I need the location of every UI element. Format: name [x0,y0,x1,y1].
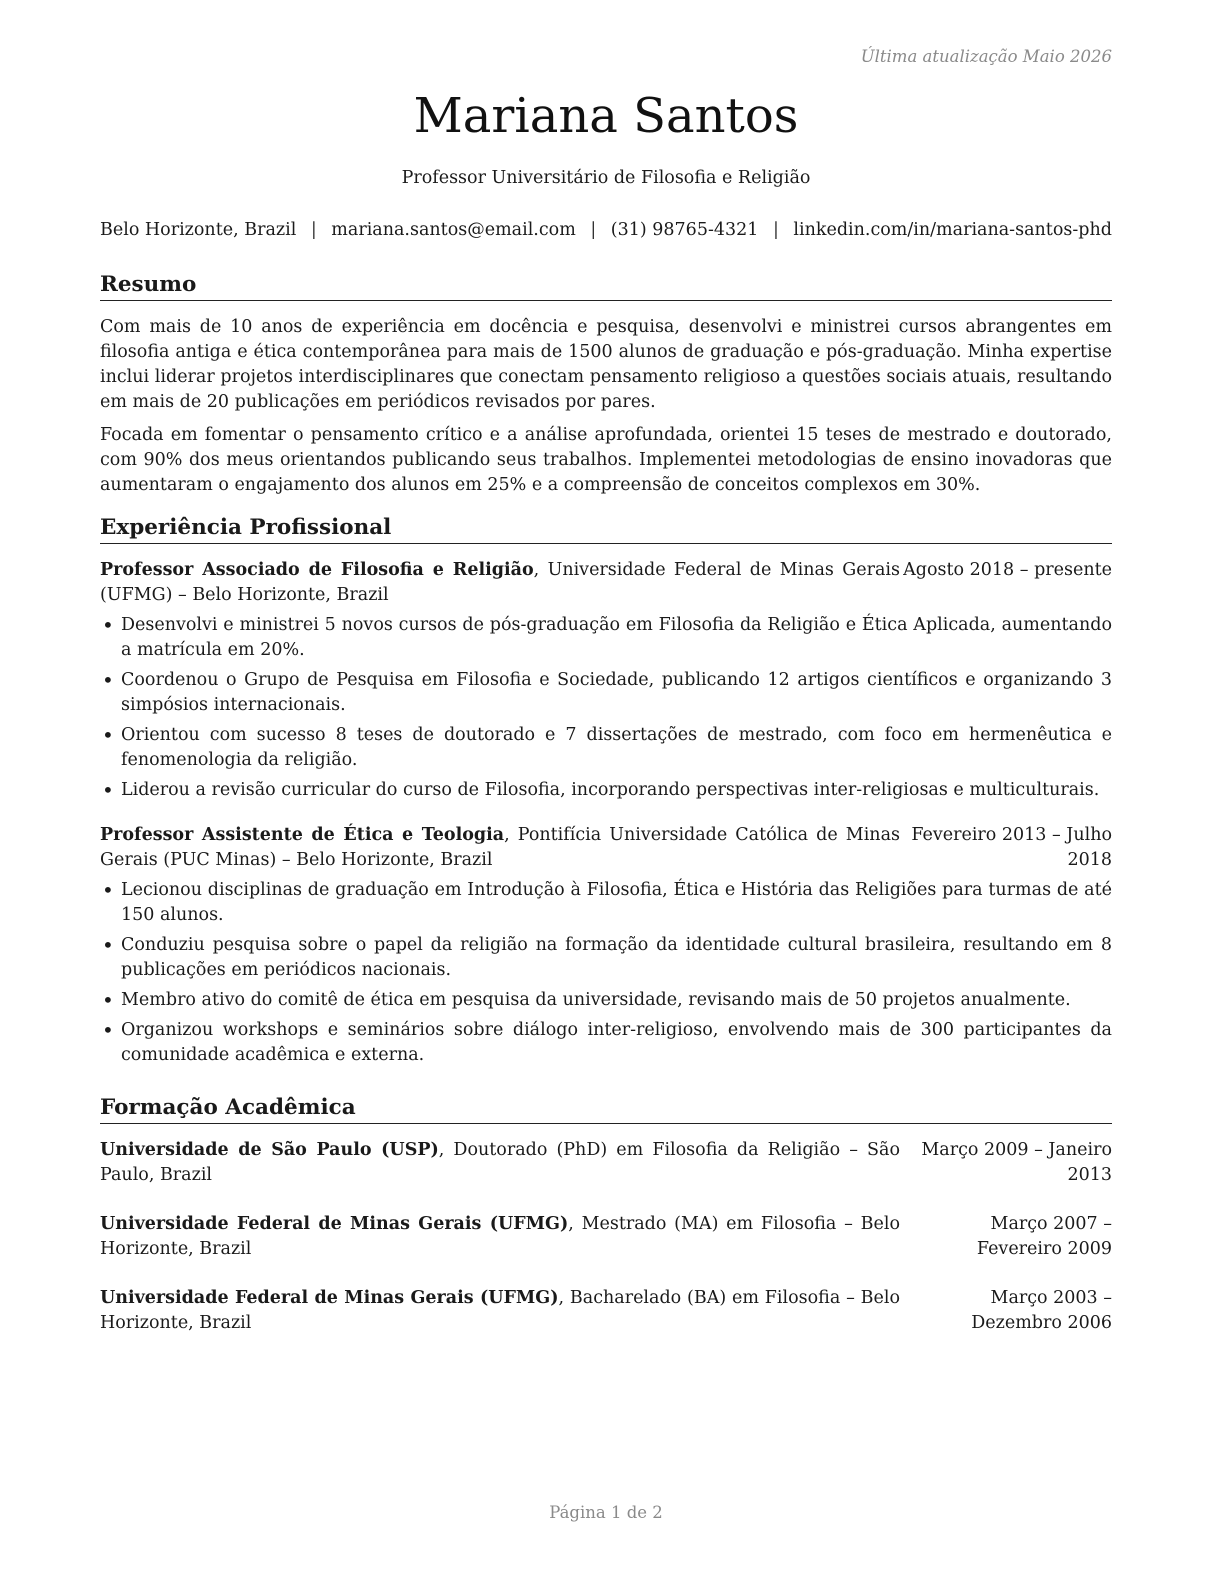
list-item: • Conduziu pesquisa sobre o papel da religião na formação da identidade cultural brasileira, resultando em 8 publicações em periódicos nacionais. [100,933,1112,983]
education-entry [100,1138,1112,1188]
job-entry [100,823,1112,1068]
page-number: Página 1 de 2 [549,1503,663,1522]
education-entry [100,1286,1112,1336]
job-header [100,558,1112,608]
job-dates: Agosto 2018 – presente [903,560,1112,580]
job-bullets [100,878,1112,1068]
contact-separator: | [310,220,317,240]
list-item: • Organizou workshops e seminários sobre diálogo inter-religioso, envolvendo mais de 300 participantes da comunidade acadêmica e externa. [100,1018,1112,1068]
education-school: Universidade Federal de Minas Gerais (UFMG) [100,1288,559,1308]
education-title-line [100,1286,900,1336]
education-dates: Março 2007 – Fevereiro 2009 [976,1214,1112,1259]
candidate-subtitle: Professor Universitário de Filosofia e Religião [401,168,811,188]
education-title-line [100,1212,900,1262]
section-title-experience: Experiência Profissional [100,514,1112,544]
education-degree: , Mestrado (MA) em Filosofia – Belo Horizonte, Brazil [100,1214,900,1259]
job-org: , Pontifícia Universidade Católica de Minas Gerais (PUC Minas) – Belo Horizonte, Brazil [100,825,900,870]
job-header [100,823,1112,873]
section-title-education: Formação Acadêmica [100,1094,1112,1124]
summary-section [100,271,1112,498]
resume-page [100,0,1112,1584]
last-updated: Última atualização Maio 2026 [860,47,1112,66]
education-entry [100,1212,1112,1262]
education-school: Universidade de São Paulo (USP) [100,1140,439,1160]
summary-paragraph: Com mais de 10 anos de experiência em docência e pesquisa, desenvolvi e ministrei cursos abrangentes em filosofia antiga e ética contemporânea para mais de 1500 alunos de graduação e pós-graduação. Minha expertise inclui liderar projetos interdisciplinares que conectam pensamento religioso a questões sociais atuais, resultando em mais de 20 publicações em periódicos revisados por pares. [100,317,1112,412]
list-item: • Lecionou disciplinas de graduação em Introdução à Filosofia, Ética e História das Religiões para turmas de até 150 alunos. [100,878,1112,928]
job-title-line [100,823,900,873]
education-title-line [100,1138,900,1188]
job-org: , Universidade Federal de Minas Gerais (UFMG) – Belo Horizonte, Brazil [100,560,900,605]
summary-paragraph: Focada em fomentar o pensamento crítico e a análise aprofundada, orientei 15 teses de mestrado e doutorado, com 90% dos meus orientandos publicando seus trabalhos. Implementei metodologias de ensino inovadoras que aumentaram o engajamento dos alunos em 25% e a compreensão de conceitos complexos em 30%. [100,425,1112,495]
education-school: Universidade Federal de Minas Gerais (UFMG) [100,1214,569,1234]
contact-phone: (31) 98765-4321 [610,220,759,240]
experience-section [100,514,1112,1073]
job-dates: Fevereiro 2013 – Julho 2018 [911,825,1112,870]
list-item: • Liderou a revisão curricular do curso de Filosofia, incorporando perspectivas inter-religiosas e multiculturais. [100,778,1112,803]
list-item: • Desenvolvi e ministrei 5 novos cursos de pós-graduação em Filosofia da Religião e Ética Aplicada, aumentando a matrícula em 20%. [100,613,1112,663]
education-degree: , Bacharelado (BA) em Filosofia – Belo Horizonte, Brazil [100,1288,900,1333]
job-role: Professor Assistente de Ética e Teologia [100,825,505,845]
contact-location: Belo Horizonte, Brazil [100,220,297,240]
job-bullets [100,613,1112,803]
job-entry [100,558,1112,803]
contact-bar [100,218,1112,243]
section-title-summary: Resumo [100,271,1112,301]
education-degree: , Doutorado (PhD) em Filosofia da Religião – São Paulo, Brazil [100,1140,900,1185]
job-role: Professor Associado de Filosofia e Religião [100,560,534,580]
education-dates: Março 2009 – Janeiro 2013 [921,1140,1112,1185]
job-title-line [100,558,900,608]
list-item: • Membro ativo do comitê de ética em pesquisa da universidade, revisando mais de 50 projetos anualmente. [100,988,1112,1013]
contact-linkedin[interactable]: linkedin.com/in/mariana-santos-phd [793,220,1112,240]
candidate-name: Mariana Santos [413,88,799,144]
contact-separator: | [590,220,597,240]
education-dates: Março 2003 – Dezembro 2006 [971,1288,1112,1333]
list-item: • Orientou com sucesso 8 teses de doutorado e 7 dissertações de mestrado, com foco em hermenêutica e fenomenologia da religião. [100,723,1112,773]
contact-email[interactable]: mariana.santos@email.com [331,220,576,240]
education-section [100,1094,1112,1360]
contact-separator: | [772,220,779,240]
list-item: • Coordenou o Grupo de Pesquisa em Filosofia e Sociedade, publicando 12 artigos científicos e organizando 3 simpósios internacionais. [100,668,1112,718]
